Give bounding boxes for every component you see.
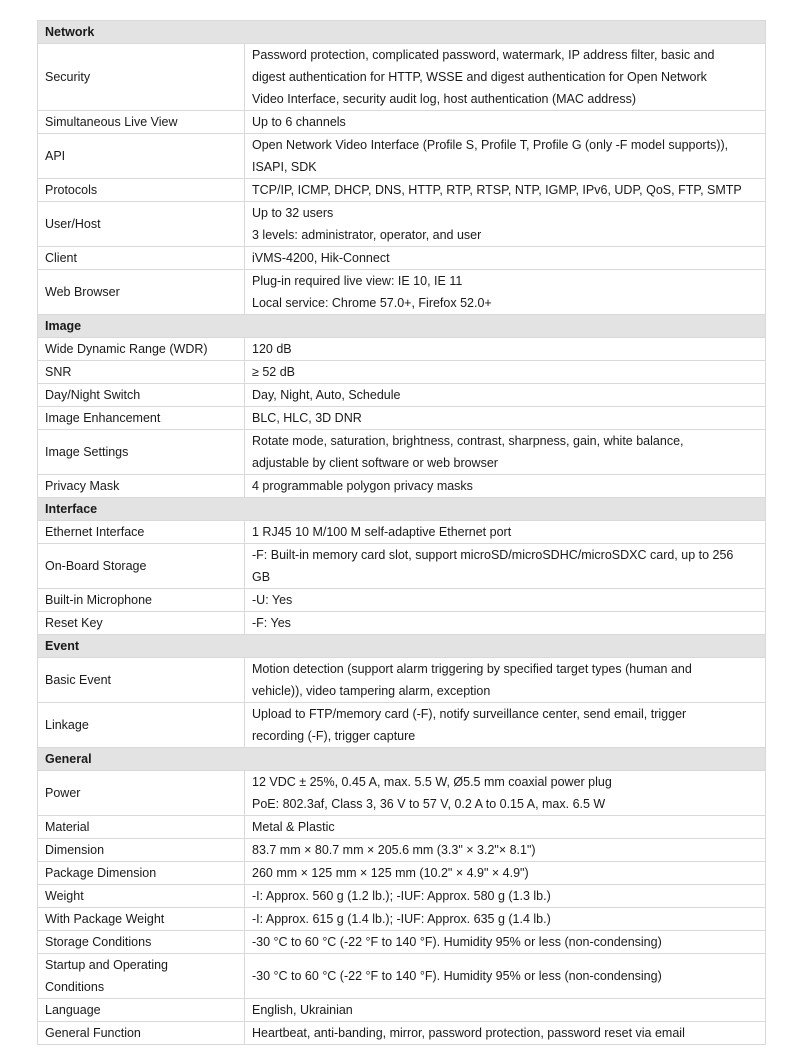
spec-value-line: adjustable by client software or web browser bbox=[252, 456, 498, 470]
section-header-network bbox=[38, 21, 766, 44]
spec-value-line: recording (-F), trigger capture bbox=[252, 729, 416, 743]
spec-value-line: 4 programmable polygon privacy masks bbox=[252, 479, 473, 493]
spec-value bbox=[245, 589, 766, 612]
spec-value-line: Motion detection (support alarm triggering by specified target types (human and bbox=[252, 662, 692, 676]
table-row bbox=[38, 521, 766, 544]
spec-value-line: ISAPI, SDK bbox=[252, 160, 317, 174]
spec-value-line: Rotate mode, saturation, brightness, contrast, sharpness, gain, white balance, bbox=[252, 434, 684, 448]
spec-value bbox=[245, 954, 766, 999]
spec-value-line: TCP/IP, ICMP, DHCP, DNS, HTTP, RTP, RTSP, NTP, IGMP, IPv6, UDP, QoS, FTP, SMTP bbox=[252, 183, 742, 197]
spec-value-line: -I: Approx. 560 g (1.2 lb.); -IUF: Approx. 580 g (1.3 lb.) bbox=[252, 889, 551, 903]
table-row bbox=[38, 931, 766, 954]
spec-label: Language bbox=[38, 999, 245, 1022]
section-title: Interface bbox=[38, 498, 766, 521]
spec-value bbox=[245, 475, 766, 498]
spec-label: Storage Conditions bbox=[38, 931, 245, 954]
spec-value-line: Heartbeat, anti-banding, mirror, password protection, password reset via email bbox=[252, 1026, 685, 1040]
spec-label: Built-in Microphone bbox=[38, 589, 245, 612]
table-row bbox=[38, 270, 766, 315]
spec-label: Basic Event bbox=[38, 658, 245, 703]
spec-value bbox=[245, 839, 766, 862]
spec-label-line: Startup and Operating bbox=[45, 958, 168, 972]
table-row bbox=[38, 862, 766, 885]
spec-value-line: -U: Yes bbox=[252, 593, 293, 607]
spec-value-line: -30 °C to 60 °C (-22 °F to 140 °F). Humidity 95% or less (non-condensing) bbox=[252, 969, 662, 983]
spec-label: Image Settings bbox=[38, 430, 245, 475]
spec-label: Security bbox=[38, 44, 245, 111]
spec-value-line: Video Interface, security audit log, host authentication (MAC address) bbox=[252, 92, 637, 106]
spec-value bbox=[245, 999, 766, 1022]
spec-label bbox=[38, 954, 245, 999]
table-row bbox=[38, 475, 766, 498]
table-row bbox=[38, 44, 766, 111]
spec-value-line: Password protection, complicated password, watermark, IP address filter, basic and bbox=[252, 48, 715, 62]
spec-value-line: 83.7 mm × 80.7 mm × 205.6 mm (3.3" × 3.2"× 8.1") bbox=[252, 843, 536, 857]
spec-value bbox=[245, 270, 766, 315]
table-row bbox=[38, 703, 766, 748]
table-row bbox=[38, 338, 766, 361]
spec-label: Simultaneous Live View bbox=[38, 111, 245, 134]
table-row bbox=[38, 839, 766, 862]
spec-value-line: iVMS-4200, Hik-Connect bbox=[252, 251, 390, 265]
spec-value bbox=[245, 338, 766, 361]
table-row bbox=[38, 430, 766, 475]
spec-value bbox=[245, 703, 766, 748]
spec-value bbox=[245, 885, 766, 908]
spec-label: Image Enhancement bbox=[38, 407, 245, 430]
spec-label: Reset Key bbox=[38, 612, 245, 635]
section-header-general bbox=[38, 748, 766, 771]
spec-value-line: -30 °C to 60 °C (-22 °F to 140 °F). Humidity 95% or less (non-condensing) bbox=[252, 935, 662, 949]
spec-label: User/Host bbox=[38, 202, 245, 247]
spec-table-body bbox=[38, 21, 766, 1045]
spec-label: Dimension bbox=[38, 839, 245, 862]
spec-value bbox=[245, 134, 766, 179]
spec-label: Power bbox=[38, 771, 245, 816]
table-row bbox=[38, 1022, 766, 1045]
spec-value-line: Day, Night, Auto, Schedule bbox=[252, 388, 401, 402]
spec-value bbox=[245, 931, 766, 954]
spec-value-line: Open Network Video Interface (Profile S, Profile T, Profile G (only -F model supports)), bbox=[252, 138, 729, 152]
spec-label-line: Conditions bbox=[45, 980, 105, 994]
spec-value-line: 12 VDC ± 25%, 0.45 A, max. 5.5 W, Ø5.5 mm coaxial power plug bbox=[252, 775, 612, 789]
spec-value bbox=[245, 247, 766, 270]
spec-table bbox=[37, 20, 766, 1045]
spec-value-line: Metal & Plastic bbox=[252, 820, 335, 834]
spec-label: Wide Dynamic Range (WDR) bbox=[38, 338, 245, 361]
table-row bbox=[38, 999, 766, 1022]
spec-value bbox=[245, 430, 766, 475]
table-row bbox=[38, 908, 766, 931]
spec-value-line: Up to 6 channels bbox=[252, 115, 346, 129]
section-title: Network bbox=[38, 21, 766, 44]
spec-value-line: BLC, HLC, 3D DNR bbox=[252, 411, 362, 425]
table-row bbox=[38, 771, 766, 816]
spec-value-line: -F: Built-in memory card slot, support microSD/microSDHC/microSDXC card, up to 256 bbox=[252, 548, 734, 562]
spec-value bbox=[245, 384, 766, 407]
spec-value bbox=[245, 544, 766, 589]
spec-value bbox=[245, 771, 766, 816]
table-row bbox=[38, 247, 766, 270]
spec-label: Protocols bbox=[38, 179, 245, 202]
spec-value bbox=[245, 612, 766, 635]
spec-label: Privacy Mask bbox=[38, 475, 245, 498]
section-title: Event bbox=[38, 635, 766, 658]
spec-value bbox=[245, 908, 766, 931]
spec-value bbox=[245, 44, 766, 111]
section-header-image bbox=[38, 315, 766, 338]
spec-value-line: -F: Yes bbox=[252, 616, 291, 630]
spec-value-line: Up to 32 users bbox=[252, 206, 334, 220]
section-header-event bbox=[38, 635, 766, 658]
spec-value bbox=[245, 658, 766, 703]
spec-value-line: GB bbox=[252, 570, 271, 584]
table-row bbox=[38, 111, 766, 134]
spec-value-line: Upload to FTP/memory card (-F), notify surveillance center, send email, trigger bbox=[252, 707, 687, 721]
spec-value bbox=[245, 816, 766, 839]
section-header-interface bbox=[38, 498, 766, 521]
table-row bbox=[38, 885, 766, 908]
table-row bbox=[38, 589, 766, 612]
spec-label: Client bbox=[38, 247, 245, 270]
spec-value-line: ≥ 52 dB bbox=[252, 365, 295, 379]
spec-value-line: -I: Approx. 615 g (1.4 lb.); -IUF: Approx. 635 g (1.4 lb.) bbox=[252, 912, 551, 926]
spec-value bbox=[245, 361, 766, 384]
spec-label: With Package Weight bbox=[38, 908, 245, 931]
spec-label: Material bbox=[38, 816, 245, 839]
spec-value-line: 120 dB bbox=[252, 342, 292, 356]
spec-value-line: 260 mm × 125 mm × 125 mm (10.2" × 4.9" × 4.9") bbox=[252, 866, 529, 880]
spec-label: Ethernet Interface bbox=[38, 521, 245, 544]
spec-value bbox=[245, 202, 766, 247]
spec-value bbox=[245, 521, 766, 544]
spec-value bbox=[245, 1022, 766, 1045]
section-title: General bbox=[38, 748, 766, 771]
spec-value bbox=[245, 862, 766, 885]
spec-value-line: vehicle)), video tampering alarm, exception bbox=[252, 684, 491, 698]
spec-label: SNR bbox=[38, 361, 245, 384]
spec-value-line: 3 levels: administrator, operator, and user bbox=[252, 228, 482, 242]
table-row bbox=[38, 544, 766, 589]
spec-value-line: English, Ukrainian bbox=[252, 1003, 353, 1017]
spec-label: API bbox=[38, 134, 245, 179]
spec-label: Weight bbox=[38, 885, 245, 908]
table-row bbox=[38, 134, 766, 179]
table-row bbox=[38, 612, 766, 635]
table-row bbox=[38, 361, 766, 384]
spec-value-line: Plug-in required live view: IE 10, IE 11 bbox=[252, 274, 463, 288]
table-row bbox=[38, 954, 766, 999]
table-row bbox=[38, 658, 766, 703]
spec-label: On-Board Storage bbox=[38, 544, 245, 589]
spec-value bbox=[245, 111, 766, 134]
section-title: Image bbox=[38, 315, 766, 338]
spec-value-line: 1 RJ45 10 M/100 M self-adaptive Ethernet port bbox=[252, 525, 512, 539]
table-row bbox=[38, 407, 766, 430]
spec-value-line: Local service: Chrome 57.0+, Firefox 52.0+ bbox=[252, 296, 492, 310]
table-row bbox=[38, 816, 766, 839]
spec-label: Day/Night Switch bbox=[38, 384, 245, 407]
table-row bbox=[38, 384, 766, 407]
spec-value bbox=[245, 179, 766, 202]
spec-value bbox=[245, 407, 766, 430]
spec-label: General Function bbox=[38, 1022, 245, 1045]
spec-label: Linkage bbox=[38, 703, 245, 748]
spec-label: Package Dimension bbox=[38, 862, 245, 885]
table-row bbox=[38, 179, 766, 202]
spec-value-line: digest authentication for HTTP, WSSE and digest authentication for Open Network bbox=[252, 70, 707, 84]
spec-label: Web Browser bbox=[38, 270, 245, 315]
table-row bbox=[38, 202, 766, 247]
spec-value-line: PoE: 802.3af, Class 3, 36 V to 57 V, 0.2 A to 0.15 A, max. 6.5 W bbox=[252, 797, 606, 811]
